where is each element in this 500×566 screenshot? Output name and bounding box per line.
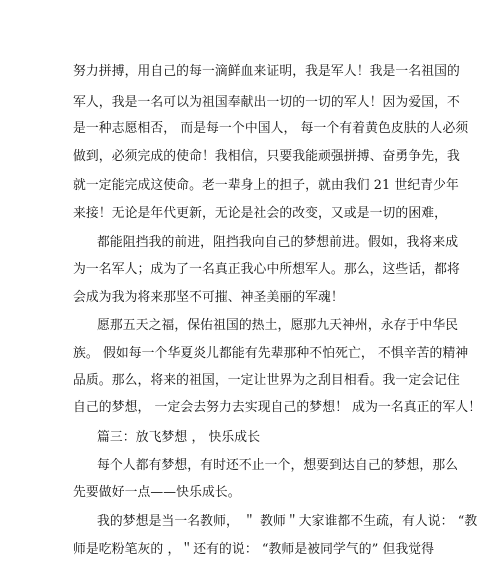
- text-line: 族。 假如每一个华夏炎儿都能有先辈那种不怕死亡， 不惧辛苦的精神: [73, 346, 469, 361]
- text-line: 师是吃粉笔灰的 ，＂还有的说： “教师是被同学气的” 但我觉得: [73, 542, 435, 557]
- text-line: 都能阻挡我的前进，阻挡我向自己的梦想前进。假如，我将来成: [97, 235, 459, 250]
- text-line: 努力拼搏，用自己的每一滴鲜血来证明，我是军人！我是一名祖国的: [73, 64, 460, 79]
- text-line: 我的梦想是当一名教师， ＂ 教师＂大家谁都不生疏，有人说： “教: [97, 514, 478, 529]
- text-line: 每个人都有梦想，有时还不止一个，想要到达自己的梦想，那么: [97, 458, 459, 473]
- text-line: 先要做好一点——快乐成长。: [73, 485, 241, 500]
- text-line: 自己的梦想， 一定会去努力去实现自己的梦想！ 成为一名真正的军人！: [73, 400, 482, 415]
- text-line: 来接！无论是年代更新，无论是社会的改变，又或是一切的困难，: [73, 206, 448, 221]
- text-line: 品质。那么，将来的祖国，一定让世界为之刮目相看。我一定会记住: [73, 373, 460, 388]
- text-line: 是一种志愿相否， 而是每一个中国人， 每一个有着黄色皮肤的人必须: [73, 121, 469, 136]
- text-line: 军人，我是一名可以为祖国奉献出一切的一切的军人！因为爱国，不: [73, 95, 460, 110]
- text-line: 会成为我为将来那坚不可摧、神圣美丽的军魂！: [73, 290, 344, 305]
- text-line: 为一名军人；成为了一名真正我心中所想军人。那么，这些话，都将: [73, 262, 460, 277]
- text-line: 愿那五天之福，保佑祖国的热土，愿那九天神州，永存于中华民: [97, 318, 459, 333]
- text-line: 就一定能完成这使命。老一辈身上的担子，就由我们 21 世纪青少年: [73, 178, 459, 193]
- text-line: 做到，必须完成的使命！我相信，只要我能顽强拼搏、奋勇争先，我: [73, 149, 460, 164]
- section-heading: 篇三：放飞梦想 ， 快乐成长: [97, 430, 261, 445]
